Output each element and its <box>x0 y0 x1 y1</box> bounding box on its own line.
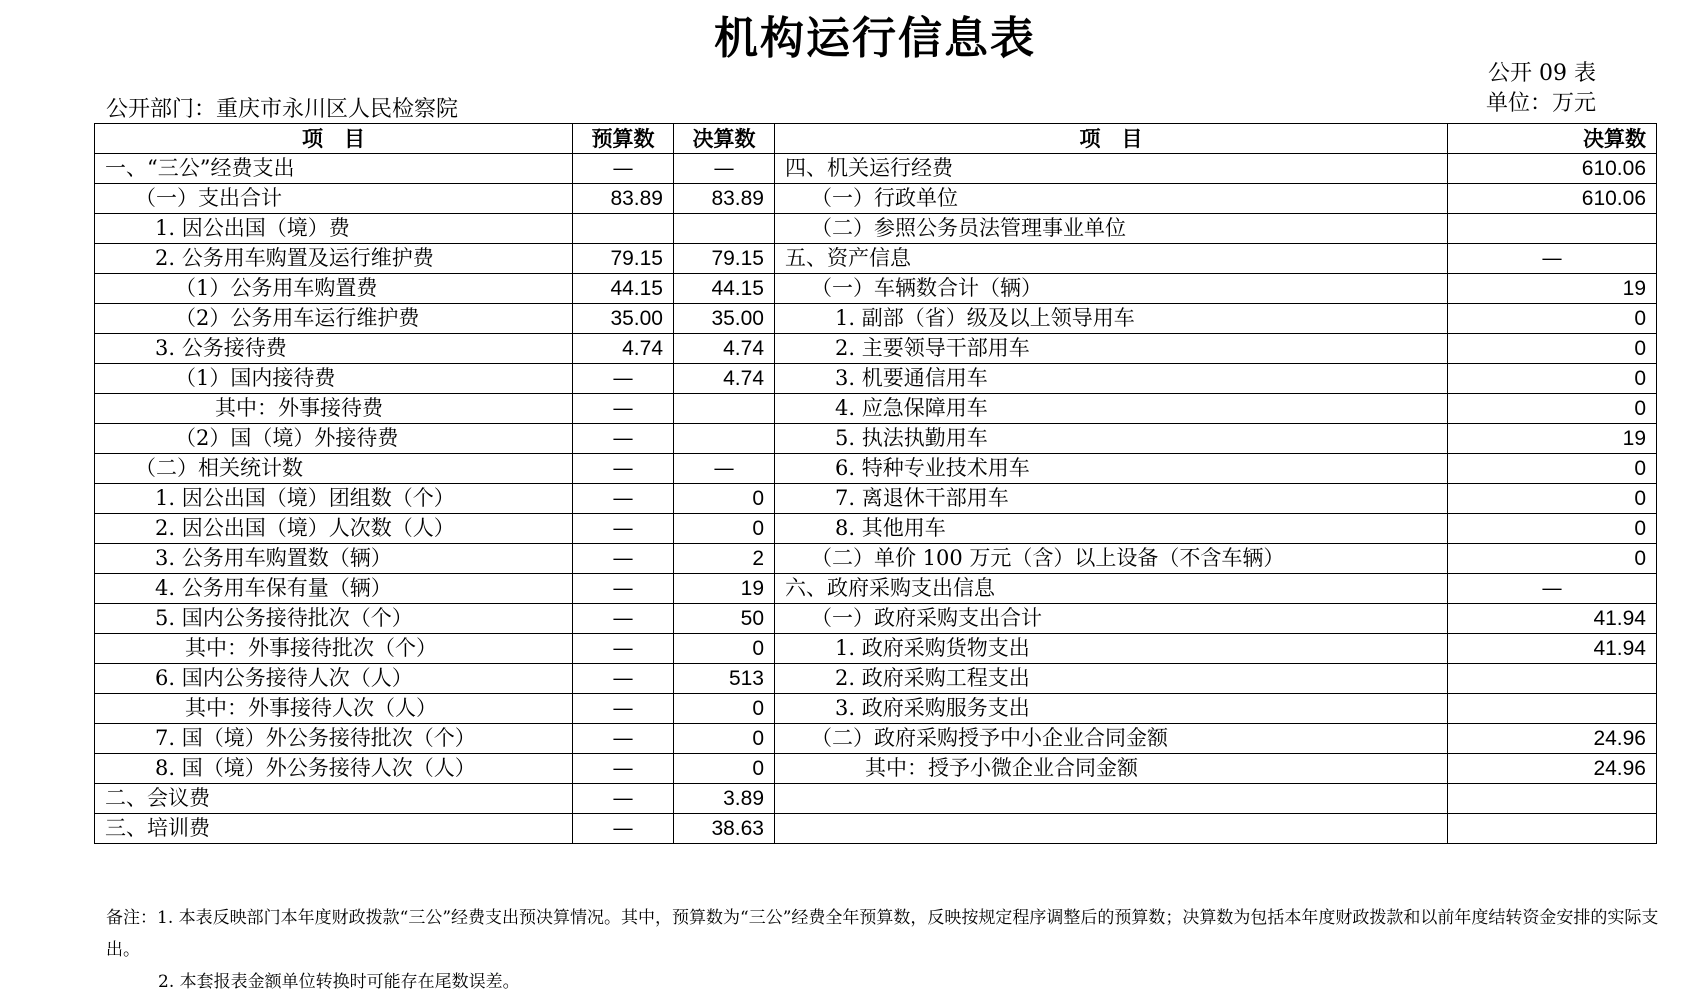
budget-cell: — <box>573 544 674 574</box>
left-item-cell: 3. 公务用车购置数（辆） <box>95 544 573 574</box>
right-item-cell: 其中：授予小微企业合同金额 <box>775 754 1448 784</box>
right-item-cell <box>775 814 1448 844</box>
right-item-cell <box>775 784 1448 814</box>
table-row <box>95 754 1657 784</box>
header-left-item: 项 目 <box>95 124 573 154</box>
left-item-cell: 4. 公务用车保有量（辆） <box>95 574 573 604</box>
budget-cell: — <box>573 394 674 424</box>
left-item-cell: （2）国（境）外接待费 <box>95 424 573 454</box>
right-item-cell: （一）车辆数合计（辆） <box>775 274 1448 304</box>
left-item-cell: 一、“三公”经费支出 <box>95 154 573 184</box>
right-final-cell <box>1448 784 1657 814</box>
right-final-cell: 19 <box>1448 274 1657 304</box>
table-row <box>95 424 1657 454</box>
table-row <box>95 304 1657 334</box>
final-cell: 38.63 <box>674 814 775 844</box>
final-cell: 44.15 <box>674 274 775 304</box>
right-item-cell: 1. 政府采购货物支出 <box>775 634 1448 664</box>
budget-cell: — <box>573 484 674 514</box>
right-item-cell: 四、机关运行经费 <box>775 154 1448 184</box>
right-item-cell: 2. 政府采购工程支出 <box>775 664 1448 694</box>
right-final-cell: 41.94 <box>1448 634 1657 664</box>
left-item-cell: 二、会议费 <box>95 784 573 814</box>
right-final-cell: 0 <box>1448 364 1657 394</box>
right-final-cell <box>1448 814 1657 844</box>
table-row <box>95 484 1657 514</box>
right-final-cell <box>1448 664 1657 694</box>
right-final-cell: 24.96 <box>1448 754 1657 784</box>
budget-cell: 4.74 <box>573 334 674 364</box>
final-cell: 79.15 <box>674 244 775 274</box>
final-cell: 35.00 <box>674 304 775 334</box>
table-row <box>95 514 1657 544</box>
right-final-cell: 0 <box>1448 334 1657 364</box>
table-code: 公开 09 表 <box>1488 61 1596 86</box>
left-item-cell: 其中：外事接待人次（人） <box>95 694 573 724</box>
left-item-cell: 其中：外事接待批次（个） <box>95 634 573 664</box>
budget-cell: — <box>573 604 674 634</box>
left-item-cell: （1）公务用车购置费 <box>95 274 573 304</box>
left-item-cell: 8. 国（境）外公务接待人次（人） <box>95 754 573 784</box>
table-row <box>95 694 1657 724</box>
budget-cell: — <box>573 454 674 484</box>
budget-cell: — <box>573 364 674 394</box>
page-title: 机构运行信息表 <box>714 13 1036 64</box>
header-final: 决算数 <box>674 124 775 154</box>
final-cell: 0 <box>674 724 775 754</box>
budget-cell: 44.15 <box>573 274 674 304</box>
right-item-cell: （一）政府采购支出合计 <box>775 604 1448 634</box>
final-cell: 3.89 <box>674 784 775 814</box>
right-item-cell: 五、资产信息 <box>775 244 1448 274</box>
budget-cell: — <box>573 784 674 814</box>
right-item-cell: （二）参照公务员法管理事业单位 <box>775 214 1448 244</box>
right-item-cell: 3. 政府采购服务支出 <box>775 694 1448 724</box>
right-final-cell: — <box>1448 244 1657 274</box>
right-item-cell: 1. 副部（省）级及以上领导用车 <box>775 304 1448 334</box>
right-final-cell: 610.06 <box>1448 154 1657 184</box>
right-final-cell <box>1448 694 1657 724</box>
final-cell: 513 <box>674 664 775 694</box>
left-item-cell: 6. 国内公务接待人次（人） <box>95 664 573 694</box>
budget-cell: — <box>573 724 674 754</box>
final-cell: 2 <box>674 544 775 574</box>
table-body <box>95 154 1657 844</box>
table-row <box>95 664 1657 694</box>
left-item-cell: （2）公务用车运行维护费 <box>95 304 573 334</box>
right-final-cell: 610.06 <box>1448 184 1657 214</box>
table-row <box>95 394 1657 424</box>
table-row <box>95 154 1657 184</box>
budget-cell: 79.15 <box>573 244 674 274</box>
budget-cell: — <box>573 154 674 184</box>
left-item-cell: 1. 因公出国（境）费 <box>95 214 573 244</box>
right-final-cell: 0 <box>1448 544 1657 574</box>
table-row <box>95 274 1657 304</box>
left-item-cell: 1. 因公出国（境）团组数（个） <box>95 484 573 514</box>
left-item-cell: 三、培训费 <box>95 814 573 844</box>
right-final-cell: 41.94 <box>1448 604 1657 634</box>
table-row <box>95 214 1657 244</box>
right-final-cell: 24.96 <box>1448 724 1657 754</box>
left-item-cell: 2. 因公出国（境）人次数（人） <box>95 514 573 544</box>
table-row <box>95 244 1657 274</box>
left-item-cell: 其中：外事接待费 <box>95 394 573 424</box>
right-final-cell: 0 <box>1448 304 1657 334</box>
budget-cell: — <box>573 424 674 454</box>
budget-cell: — <box>573 664 674 694</box>
right-final-cell: 19 <box>1448 424 1657 454</box>
note-2: 2. 本套报表金额单位转换时可能存在尾数误差。 <box>158 972 520 992</box>
right-item-cell: 8. 其他用车 <box>775 514 1448 544</box>
header-right-item: 项 目 <box>775 124 1448 154</box>
final-cell <box>674 214 775 244</box>
budget-cell: — <box>573 634 674 664</box>
final-cell: — <box>674 454 775 484</box>
table-header-row <box>95 124 1657 154</box>
table-row <box>95 634 1657 664</box>
left-item-cell: 3. 公务接待费 <box>95 334 573 364</box>
right-item-cell: 4. 应急保障用车 <box>775 394 1448 424</box>
budget-cell: 35.00 <box>573 304 674 334</box>
department-label: 公开部门：重庆市永川区人民检察院 <box>106 97 459 122</box>
final-cell: 50 <box>674 604 775 634</box>
right-item-cell: 7. 离退休干部用车 <box>775 484 1448 514</box>
right-item-cell: （二）政府采购授予中小企业合同金额 <box>775 724 1448 754</box>
right-item-cell: 5. 执法执勤用车 <box>775 424 1448 454</box>
final-cell <box>674 424 775 454</box>
right-item-cell: 六、政府采购支出信息 <box>775 574 1448 604</box>
budget-cell <box>573 214 674 244</box>
info-table <box>94 123 1657 844</box>
table-row <box>95 364 1657 394</box>
final-cell: 83.89 <box>674 184 775 214</box>
final-cell: 4.74 <box>674 364 775 394</box>
right-final-cell <box>1448 214 1657 244</box>
right-final-cell: — <box>1448 574 1657 604</box>
final-cell: 0 <box>674 634 775 664</box>
left-item-cell: 7. 国（境）外公务接待批次（个） <box>95 724 573 754</box>
right-final-cell: 0 <box>1448 514 1657 544</box>
final-cell: 0 <box>674 694 775 724</box>
budget-cell: — <box>573 754 674 784</box>
budget-cell: — <box>573 514 674 544</box>
left-item-cell: 2. 公务用车购置及运行维护费 <box>95 244 573 274</box>
right-item-cell: （二）单价 100 万元（含）以上设备（不含车辆） <box>775 544 1448 574</box>
final-cell <box>674 394 775 424</box>
table-row <box>95 724 1657 754</box>
final-cell: — <box>674 154 775 184</box>
left-item-cell: （一）支出合计 <box>95 184 573 214</box>
right-final-cell: 0 <box>1448 484 1657 514</box>
table-row <box>95 184 1657 214</box>
table-row <box>95 334 1657 364</box>
final-cell: 4.74 <box>674 334 775 364</box>
right-item-cell: 6. 特种专业技术用车 <box>775 454 1448 484</box>
budget-cell: — <box>573 574 674 604</box>
table-row <box>95 574 1657 604</box>
header-budget: 预算数 <box>573 124 674 154</box>
table-row <box>95 544 1657 574</box>
right-item-cell: 3. 机要通信用车 <box>775 364 1448 394</box>
right-item-cell: （一）行政单位 <box>775 184 1448 214</box>
table-row <box>95 814 1657 844</box>
header-right-final: 决算数 <box>1448 124 1657 154</box>
left-item-cell: （二）相关统计数 <box>95 454 573 484</box>
final-cell: 0 <box>674 754 775 784</box>
left-item-cell: （1）国内接待费 <box>95 364 573 394</box>
budget-cell: — <box>573 694 674 724</box>
final-cell: 0 <box>674 514 775 544</box>
note-1: 备注：1. 本表反映部门本年度财政拨款“三公”经费支出预决算情况。其中，预算数为“三公”经费全年预算数，反映按规定程序调整后的预算数；决算数为包括本年度财政拨款和以前年度结转资金安排的实际支出。 <box>106 908 1659 960</box>
table-row <box>95 784 1657 814</box>
notes <box>106 902 1666 998</box>
right-final-cell: 0 <box>1448 454 1657 484</box>
table-row <box>95 604 1657 634</box>
final-cell: 0 <box>674 484 775 514</box>
left-item-cell: 5. 国内公务接待批次（个） <box>95 604 573 634</box>
right-item-cell: 2. 主要领导干部用车 <box>775 334 1448 364</box>
final-cell: 19 <box>674 574 775 604</box>
budget-cell: 83.89 <box>573 184 674 214</box>
budget-cell: — <box>573 814 674 844</box>
unit-label: 单位：万元 <box>1485 91 1596 116</box>
table-row <box>95 454 1657 484</box>
right-final-cell: 0 <box>1448 394 1657 424</box>
